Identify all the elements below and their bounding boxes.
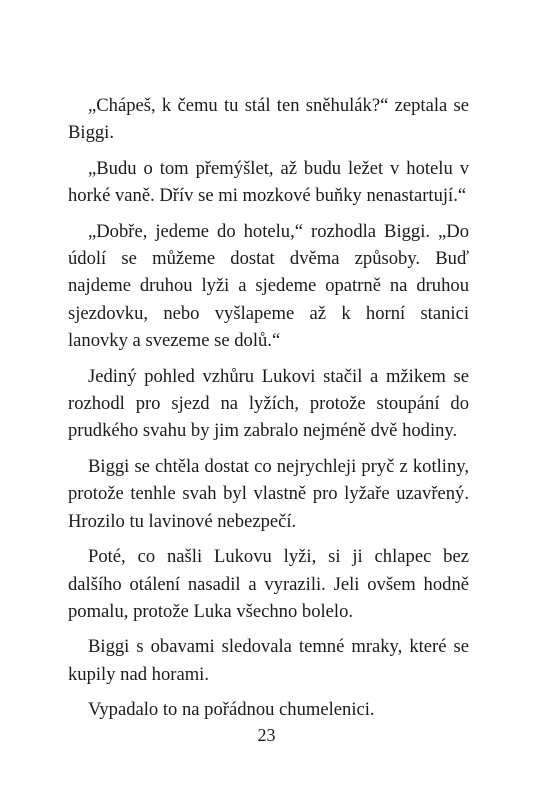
paragraph: „Chápeš, k čemu tu stál ten sněhulák?“ zeptala se Biggi. (68, 95, 469, 144)
paragraph: Vypadalo to na pořádnou chumelenici. (88, 699, 375, 721)
paragraph: „Budu o tom přemýšlet, až budu ležet v hotelu v horké vaně. Dřív se mi mozkové buňky nenastartují.“ (68, 157, 469, 207)
page-number: 23 (257, 725, 276, 745)
paragraph: Biggi se chtěla dostat co nejrychleji pryč z kotliny, protože tenhle svah byl vlastně pro lyžaře uzavřený. Hrozilo tu lavinové nebezpečí. (68, 455, 469, 532)
paragraph: „Dobře, jedeme do hotelu,“ rozhodla Biggi. „Do údolí se můžeme dostat dvěma způsoby. Buď najdeme druhou lyži a sjedeme opatrně na druhou sjezdovku, nebo vyšlapeme až k horní stanici lanovky a svezeme se dolů.“ (68, 220, 469, 352)
paragraph: Biggi s obavami sledovala temné mraky, které se kupily nad horami. (68, 636, 469, 685)
paragraph: Jediný pohled vzhůru Lukovi stačil a mžikem se rozhodl pro sjezd na lyžích, protože stoupání do prudkého svahu by jim zabralo nejméně dvě hodiny. (68, 365, 469, 442)
body-text (68, 92, 469, 724)
paragraph: Poté, co našli Lukovu lyži, si ji chlapec bez dalšího otálení nasadil a vyrazili. Jeli ovšem hodně pomalu, protože Luka všechno bolelo. (68, 546, 469, 622)
